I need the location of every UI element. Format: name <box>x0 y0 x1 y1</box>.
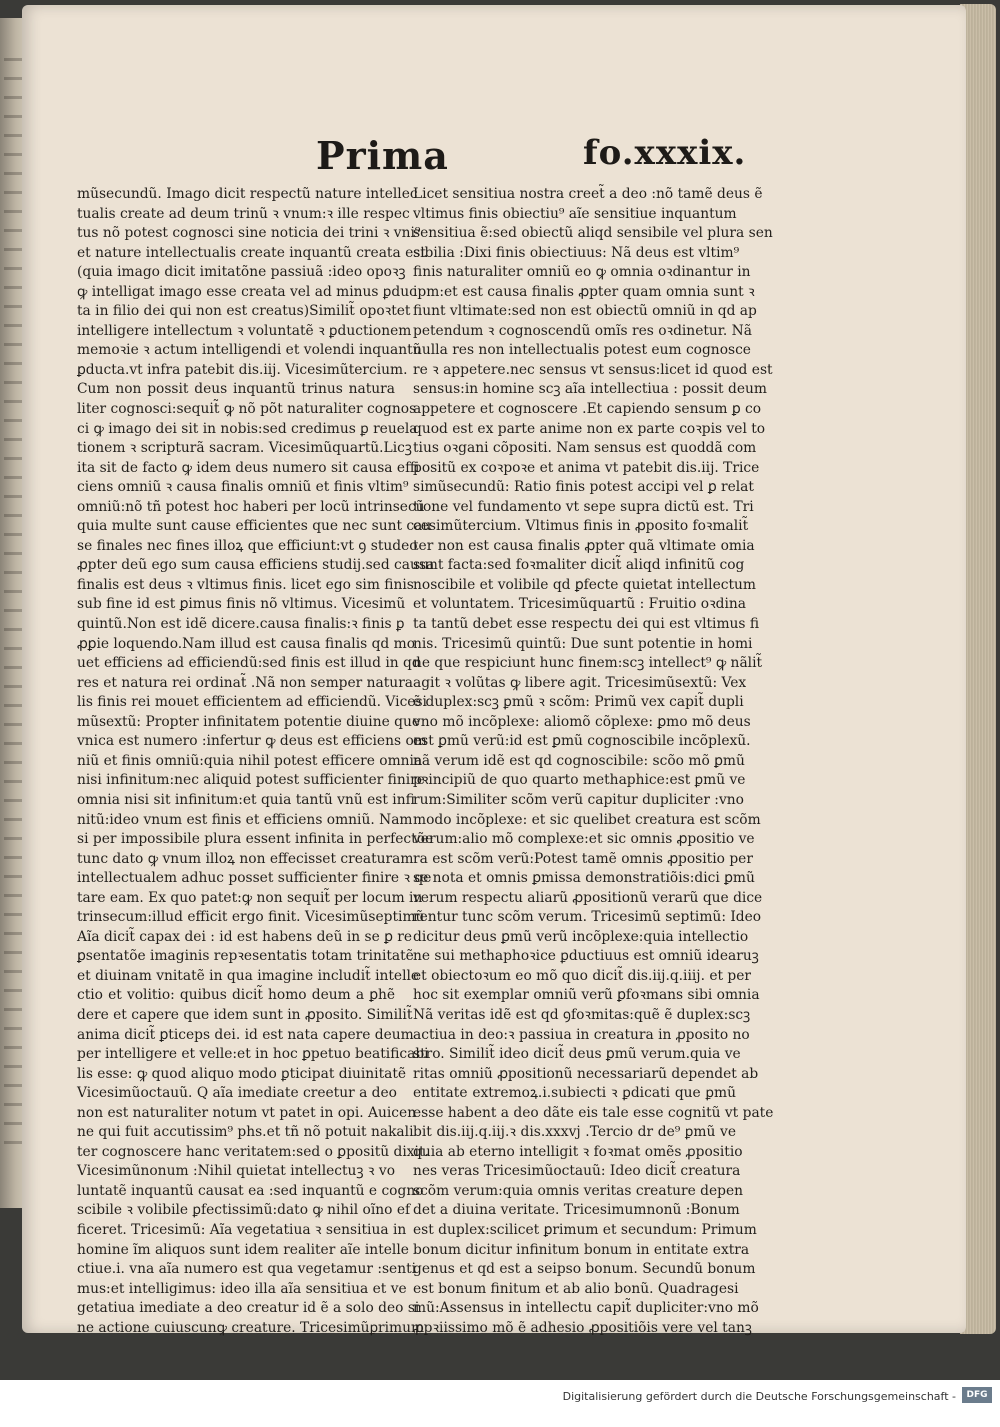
text-line: vnica est numero :infertur ꝙ deus est efficiens om <box>77 733 427 750</box>
text-line: verum:alio mõ complexe:et sic omnis ꝓpositio ve <box>413 831 755 848</box>
text-line: quia multe sunt cause efficientes que nec sunt cau <box>77 518 432 535</box>
text-line: est ꝑmũ verũ:id est ꝑmũ cognoscibile incõplexũ. <box>413 733 751 750</box>
text-line: ta in filio dei qui non est creatus)Similit̃ opoꝛtet <box>77 303 411 320</box>
text-line: modo incõplexe: et sic quelibet creatura est scõm <box>413 811 761 828</box>
text-line: nisi infinitum:nec aliquid potest sufficienter finire <box>77 772 425 789</box>
text-line: mũsecundũ. Imago dicit respectũ nature intellec <box>77 186 418 202</box>
text-line: noscibile et volibile qd ꝑfecte quietat intellectum <box>413 576 756 593</box>
text-line: ritas omniũ ꝓpositionũ necessariarũ dependet ab <box>413 1065 759 1082</box>
text-line: actiua in deo:ꝛ passiua in creatura in ꝓposito no <box>413 1026 750 1043</box>
text-line: cesimũtercium. Vltimus finis in ꝓposito foꝛmalit̃ <box>413 518 749 535</box>
text-line: lis finis rei mouet efficientem ad efficiendũ. Vicesi <box>77 694 427 711</box>
text-line: nes veras Tricesimũoctauũ: Ideo dicit̃ creatura <box>413 1163 741 1180</box>
text-line: ne sui methaphoꝛice ꝑductiuus est omniũ idearuꝫ <box>413 948 759 965</box>
text-line: et nature intellectualis create inquantũ creata est <box>77 244 426 261</box>
text-line: res et natura rei ordinat̃ .Nã non semper natura <box>77 674 414 691</box>
text-line: sibilia :Dixi finis obiectiuus: Nã deus est vltim⁹ <box>413 244 740 261</box>
text-line: scõm verum:quia omnis veritas creature depen <box>413 1182 744 1199</box>
running-head-left: Prima <box>316 133 449 178</box>
text-line: ctiue.i. vna aĩa numero est qua vegetamur :senti <box>77 1261 417 1278</box>
text-line: se nota et omnis ꝑmissa demonstratiõis:dici ꝑmũ <box>413 870 755 887</box>
text-line: Vicesimũnonum :Nihil quietat intellectuꝫ ꝛ vo <box>77 1163 395 1180</box>
text-line: (quia imago dicit imitatõne passiuã :ideo opoꝛꝫ <box>77 264 406 281</box>
text-line: dere et capere que idem sunt in ꝓposito. Similit̃ <box>77 1006 413 1023</box>
text-line: et obiectoꝛum eo mõ quo dicit̃ dis.iij.q.iiij. et per <box>413 967 752 984</box>
text-line: sunt facta:sed foꝛmaliter dicit̃ aliqd infinitũ cog <box>413 557 745 574</box>
text-line: ita sit de facto ꝙ idem deus numero sit causa effi <box>77 459 420 476</box>
text-line: getatiua imediate a deo creatur id ẽ a solo deo si <box>77 1300 420 1317</box>
text-line: niũ et finis omniũ:quia nihil potest efficere omnia <box>77 752 423 769</box>
text-line: intellectualem adhuc posset sufficienter finire ꝛ qe <box>77 870 432 887</box>
text-line: memoꝛie ꝛ actum intelligendi et volendi inquantũ <box>77 342 422 359</box>
text-line: re ꝛ appetere.nec sensus vt sensus:licet id quod est <box>413 361 773 378</box>
text-line: homine ĩm aliquos sunt idem realiter aĩe intelle <box>77 1241 409 1258</box>
text-line: tualis create ad deum trinũ ꝛ vnum:ꝛ ille respec <box>77 205 410 222</box>
text-line: tus nõ potest cognosci sine noticia dei trini ꝛ vni⁹ <box>77 225 421 242</box>
text-line: si per impossibile plura essent infinita in perfectõe <box>77 831 434 848</box>
text-line: Cum non possit deus inquantũ trinus natura <box>77 381 395 398</box>
text-line: ꝑducta.vt infra patebit dis.iij. Vicesimũtercium. <box>77 361 408 378</box>
text-line: ficeret. Tricesimũ: Aĩa vegetatiua ꝛ sensitiua in <box>77 1221 407 1238</box>
text-line: ne que respiciunt hunc finem:scꝫ intellect⁹ ꝙ nãlit̃ <box>413 655 763 672</box>
text-line: quintũ.Non est idẽ dicere.causa finalis:ꝛ finis ꝑ <box>77 616 405 633</box>
text-line: tius oꝛgani cõpositi. Nam sensus est quoddã com <box>413 440 757 457</box>
text-line: non est naturaliter notum vt patet in opi. Auicen <box>77 1104 417 1121</box>
text-line: pꝛincipiũ de quo quarto methaphice:est ꝑmũ ve <box>413 772 746 789</box>
text-line: ꝓpꝛiissimo mõ ẽ adhesio ꝓpositiõis vere vel tanꝫ <box>413 1319 752 1336</box>
text-line: quia ab eterno intelligit ꝛ foꝛmat omẽs ꝓpositio <box>413 1143 743 1160</box>
text-line: liter cognosci:sequit̃ ꝙ nõ põt naturaliter cognos <box>77 401 417 418</box>
text-line: luntatẽ inquantũ causat ea :sed inquantũ e cogno <box>77 1182 424 1199</box>
text-line: ipm:et est causa finalis ꝓpter quam omnia sunt ꝛ <box>413 283 755 300</box>
text-line: trinsecum:illud efficit ergo finit. Vicesimũseptimũ <box>77 909 425 926</box>
text-line: petendum ꝛ cognoscendũ omĩs res oꝛdinetur. Nã <box>413 322 752 339</box>
text-line: omniũ:nõ tñ potest hoc haberi per locũ intrinsecũ <box>77 498 425 515</box>
text-line: sub fine id est ꝑimus finis nõ vltimus. Vicesimũ <box>77 596 406 613</box>
text-line: vltimus finis obiectiu⁹ aĩe sensitiue inquantum <box>413 205 737 222</box>
text-line: est duplex:scilicet ꝑrimum et secundum: Primum <box>413 1221 757 1238</box>
text-line: hoc sit exemplar omniũ verũ ꝑfoꝛmans sibi omnia <box>413 987 760 1004</box>
text-line: Aĩa dicit̃ capax dei : id est habens deũ in se ꝑ re <box>77 928 413 945</box>
text-line: omnia nisi sit infinitum:et quia tantũ vnũ est infi <box>77 791 415 808</box>
text-line: verum respectu aliarũ ꝓpositionũ verarũ que dice <box>413 889 763 906</box>
text-line: sensitiua ẽ:sed obiectũ aliqd sensibile vel plura sen <box>413 225 773 242</box>
text-line: tare eam. Ex quo patet:ꝙ non sequit̃ per locum in <box>77 889 423 906</box>
text-line: intelligere intellectum ꝛ voluntatẽ ꝛ ꝑductionem <box>77 322 412 339</box>
text-line: stro. Similit̃ ideo dicit̃ deus ꝑmũ verum.quia ve <box>413 1046 741 1063</box>
text-line: esse habent a deo dãte eis tale esse cognitũ vt pate <box>413 1104 774 1121</box>
text-line: tunc dato ꝙ vnum illoꝝ non effecisset creaturam <box>77 850 414 867</box>
text-line: finis naturaliter omniũ eo ꝙ omnia oꝛdinantur in <box>413 264 751 281</box>
text-line: appetere et cognoscere .Et capiendo sensum ꝑ co <box>413 401 762 418</box>
text-line: entitate extremoꝝ.i.subiecti ꝛ ꝑdicati que ꝑmũ <box>413 1085 736 1102</box>
funding-credit: Digitalisierung gefördert durch die Deutsche Forschungsgemeinschaft - <box>562 1390 956 1403</box>
text-line: et diuinam vnitatẽ in qua imagine includit̃ intelle <box>77 967 420 984</box>
text-line: finalis est deus ꝛ vltimus finis. licet ego sim finis <box>77 576 414 593</box>
text-line: ra est scõm verũ:Potest tamẽ omnis ꝓpositio per <box>413 850 753 867</box>
text-line: Vicesimũoctauũ. Q aĩa imediate creetur a deo <box>77 1085 397 1102</box>
text-line: ẽ duplex:scꝫ ꝑmũ ꝛ scõm: Primũ vex capit̃ dupli <box>413 694 744 711</box>
text-line: sensus:in homine scꝫ aĩa intellectiua : possit deum <box>413 381 767 398</box>
text-line: se finales nec fines illoꝝ que efficiunt:vt ꝯ studeo <box>77 537 418 554</box>
text-line: fiunt vltimate:sed non est obiectũ omniũ in qd ap <box>413 303 757 320</box>
text-line: tione vel fundamento vt sepe supra dictũ est. Tri <box>413 498 754 515</box>
folio-number: fo.xxxix. <box>583 133 747 173</box>
text-line: nã verum idẽ est qd cognoscibile: scõo mõ ꝑmũ <box>413 752 745 769</box>
text-line: ꝓpter deũ ego sum causa efficiens studij.sed causa <box>77 557 435 574</box>
text-line: ter non est causa finalis ꝓpter quã vltimate omia <box>413 537 755 554</box>
text-line: ꝓꝑie loquendo.Nam illud est causa finalis qd mo <box>77 635 416 652</box>
text-line: ꝙ intelligat imago esse creata vel ad minus ꝑduc <box>77 283 417 300</box>
text-line: genus et qd est a seipso bonum. Secundũ bonum <box>413 1261 756 1278</box>
text-line: lis esse: ꝙ quod aliquo modo ꝑticipat diuinitatẽ <box>77 1065 407 1082</box>
text-line: est bonum finitum et ab alio bonũ. Quadragesi <box>413 1280 739 1297</box>
footer-bar <box>0 1380 1000 1427</box>
text-line: nitũ:ideo vnum est finis et efficiens omniũ. Nam <box>77 811 413 828</box>
text-line: scibile ꝛ volibile ꝑfectissimũ:dato ꝙ nihil oĩno ef <box>77 1202 411 1219</box>
text-line: Nã veritas idẽ est qd ꝯfoꝛmitas:quẽ ẽ duplex:scꝫ <box>413 1006 751 1023</box>
text-line: tionem ꝛ scripturã sacram. Vicesimũquartũ.Licꝫ <box>77 440 412 457</box>
text-line: bit dis.iij.q.iij.ꝛ dis.xxxvj .Tercio dr de⁹ ꝑmũ ve <box>413 1124 736 1141</box>
text-line: agit ꝛ volũtas ꝙ libere agit. Tricesimũsextũ: Vex <box>413 674 747 691</box>
text-line: vno mõ incõplexe: aliomõ cõplexe: ꝑmo mõ deus <box>413 713 751 730</box>
text-line: anima dicit̃ ꝑticeps dei. id est nata capere deum <box>77 1026 414 1043</box>
text-line: ne qui fuit accutissim⁹ phs.et tñ nõ potuit nakali <box>77 1124 414 1141</box>
text-line: et voluntatem. Tricesimũquartũ : Fruitio oꝛdina <box>413 596 746 613</box>
text-line: bonum dicitur infinitum bonum in entitate extra <box>413 1241 750 1258</box>
text-line: uet efficiens ad efficiendũ:sed finis est illud in qd <box>77 655 421 672</box>
text-line: ꝑsentatõe imaginis repꝛesentatis totam trinitatẽ <box>77 948 414 965</box>
text-line: mũsextũ: Propter infinitatem potentie diuine que <box>77 713 421 730</box>
text-line: rentur tunc scõm verum. Tricesimũ septimũ: Ideo <box>413 909 762 926</box>
text-line: ter cognoscere hanc veritatem:sed o ꝑpositũ dixit. <box>77 1143 429 1160</box>
text-line: mus:et intelligimus: ideo illa aĩa sensitiua et ve <box>77 1280 407 1297</box>
text-line: ta tantũ debet esse respectu dei qui est vltimus fi <box>413 616 760 633</box>
text-line: rum:Similiter scõm verũ capitur dupliciter :vno <box>413 791 744 808</box>
text-line: quod est ex parte anime non ex parte coꝛpis vel to <box>413 420 766 437</box>
text-line: positũ ex coꝛpoꝛe et anima vt patebit dis.iij. Trice <box>413 459 760 476</box>
text-line: ne actione cuiuscunꝙ creature. Tricesimũꝑrimum <box>77 1319 425 1336</box>
text-column-right <box>413 185 774 1338</box>
text-line: nulla res non intellectualis potest eum cognosce <box>413 342 751 359</box>
text-line: det a diuina veritate. Tricesimumnonũ :Bonum <box>413 1202 740 1219</box>
text-line: nis. Tricesimũ quintũ: Due sunt potentie in homi <box>413 635 753 652</box>
text-line: ci ꝙ imago dei sit in nobis:sed credimus ꝑ reuela <box>77 420 418 437</box>
text-line: mũ:Assensus in intellectu capit̃ dupliciter:vno mõ <box>413 1300 759 1317</box>
text-line: Licet sensitiua nostra creet̃ a deo :nõ tamẽ deus ẽ <box>413 186 763 202</box>
text-column-left <box>77 185 435 1338</box>
text-line: ctio et volitio: quibus dicit̃ homo deum a ꝑhẽ <box>77 987 395 1004</box>
text-line: per intelligere et velle:et in hoc ꝑpetuo beatificabi <box>77 1046 429 1063</box>
text-line: simũsecundũ: Ratio finis potest accipi vel ꝑ relat <box>413 479 754 496</box>
text-line: dicitur deus ꝑmũ verũ incõplexe:quia intellectio <box>413 928 749 945</box>
dfg-logo: DFG <box>962 1387 992 1403</box>
text-line: ciens omniũ ꝛ causa finalis omniũ et finis vltim⁹ <box>77 479 409 496</box>
